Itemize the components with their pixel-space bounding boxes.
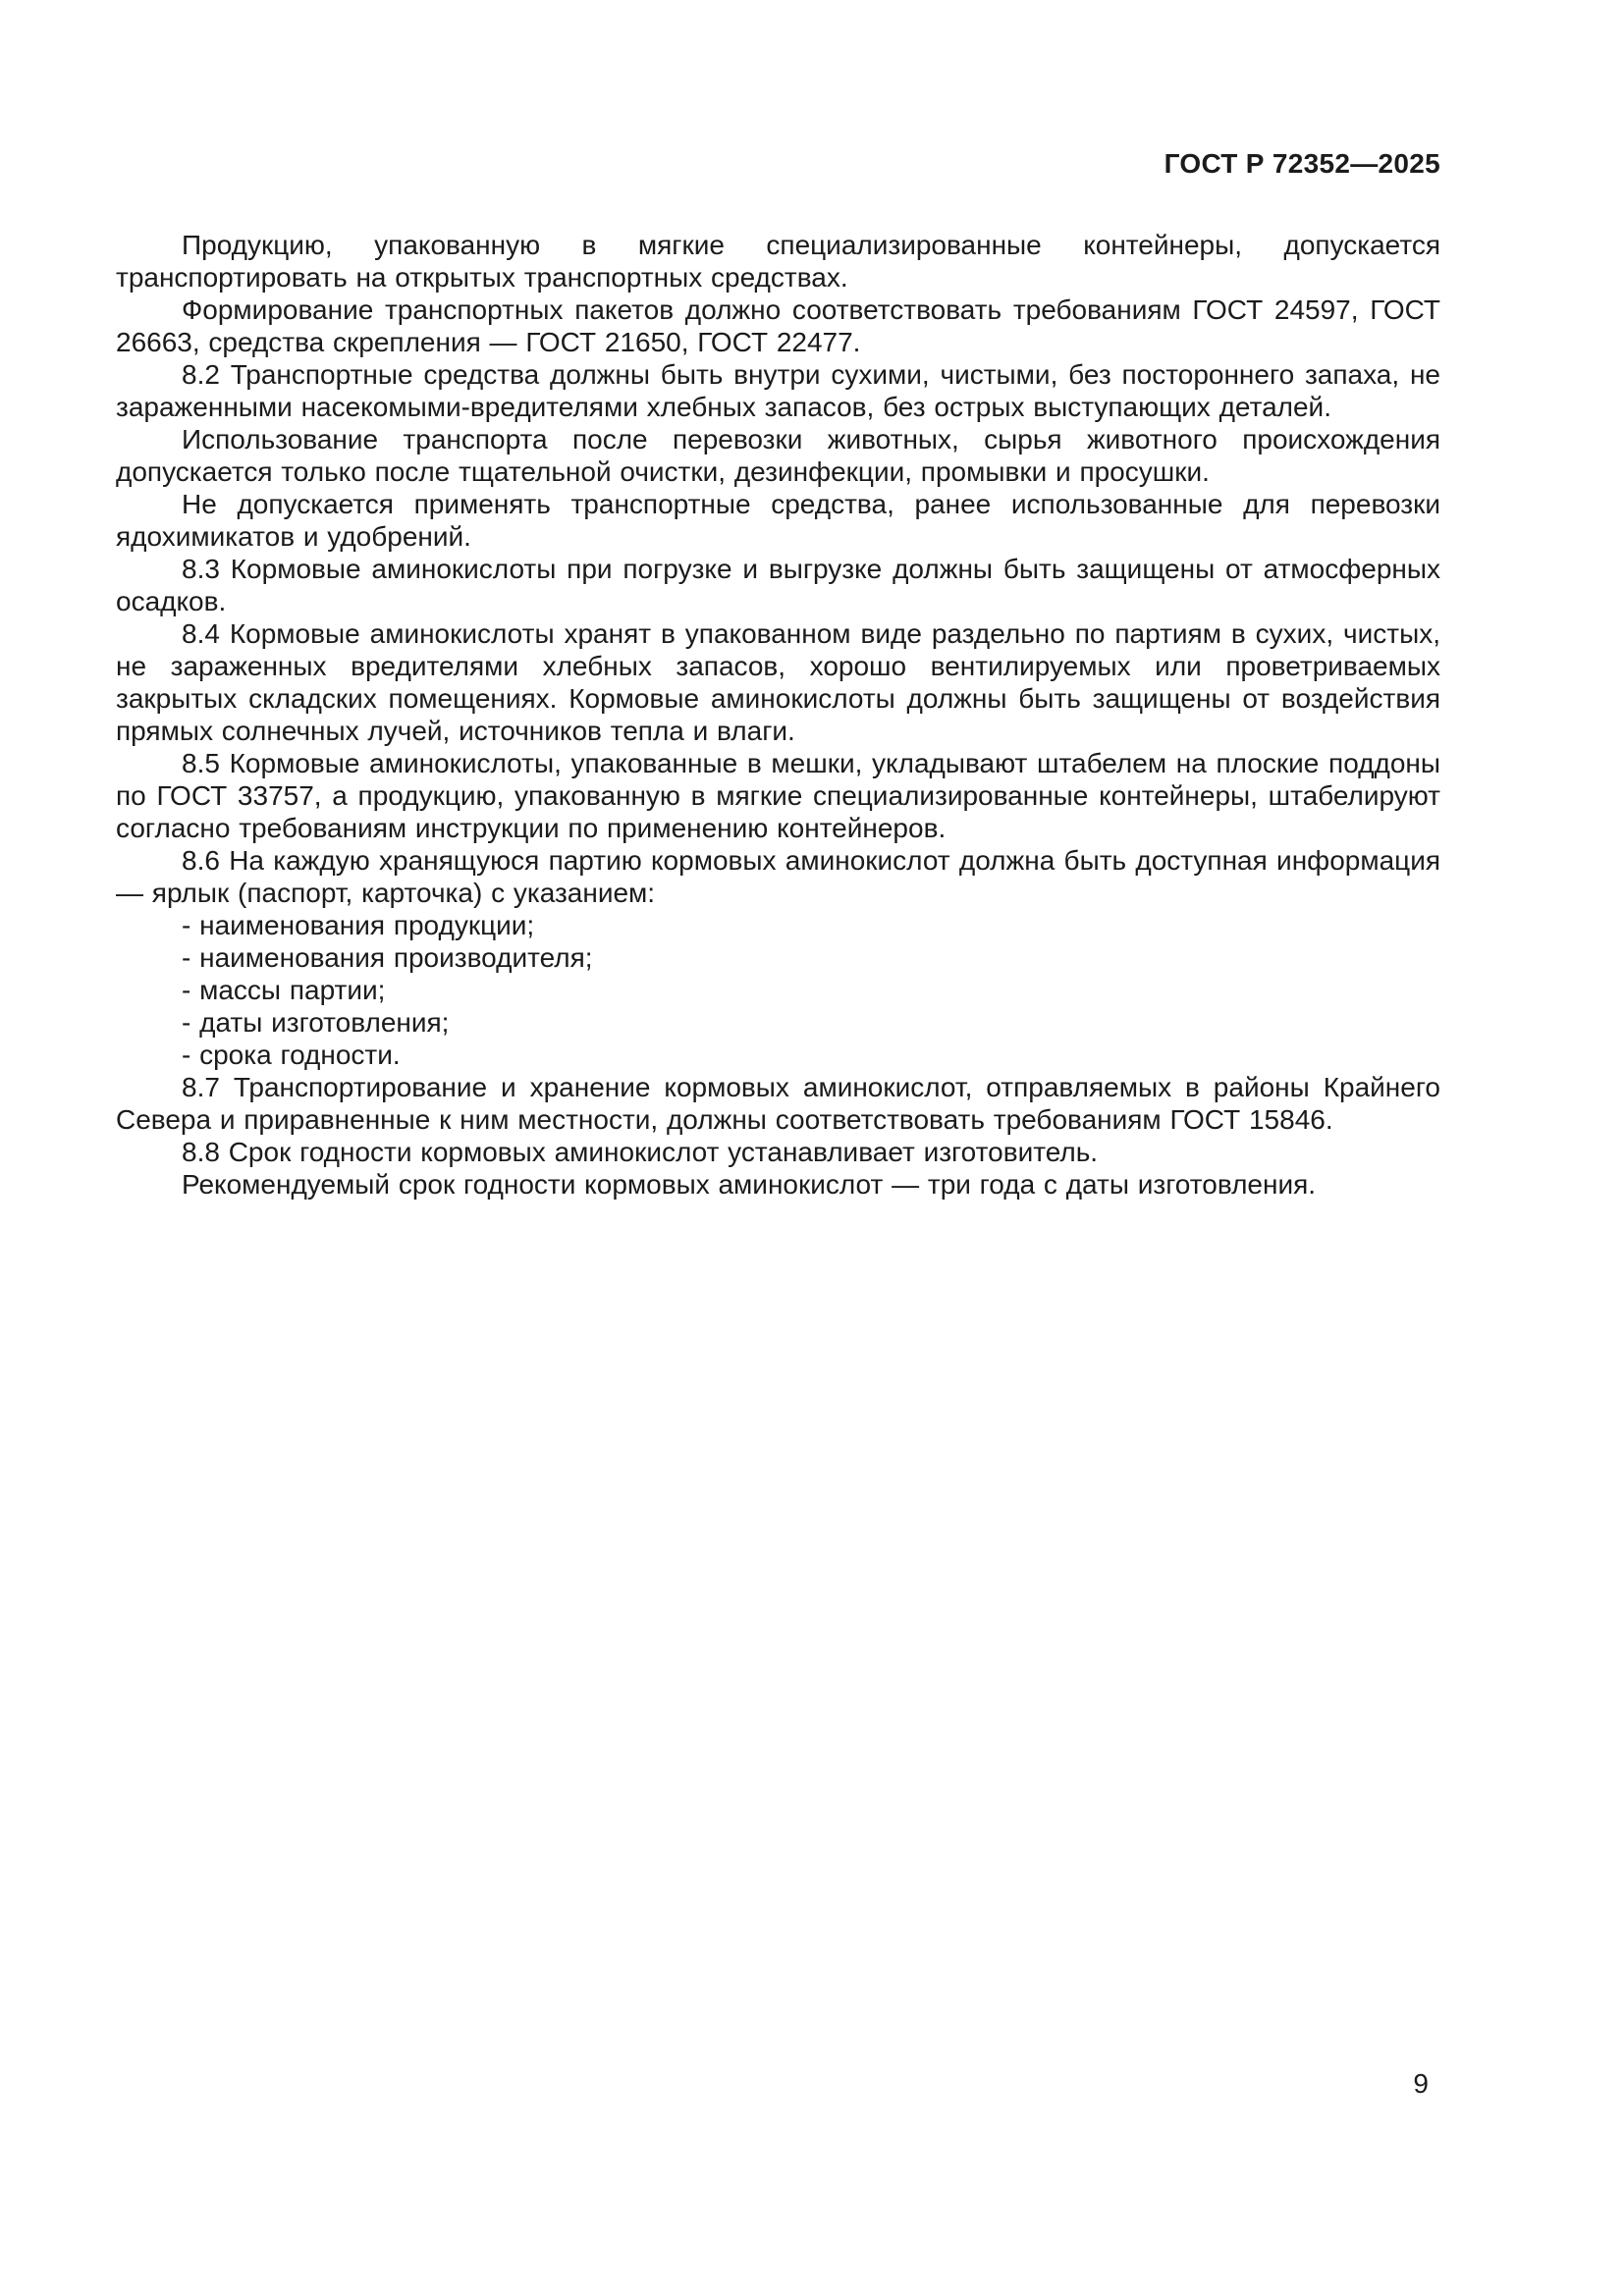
paragraph: - наименования продукции; [182,910,535,940]
paragraph: 8.2 Транспортные средства должны быть внутри сухими, чистыми, без постороннего запаха, не зараженными насекомыми-вредителями хлебных запасов, без острых выступающих деталей. [116,359,1440,422]
paragraph: 8.6 На каждую хранящуюся партию кормовых аминокислот должна быть доступная информация — ярлык (паспорт, карточка) с указанием: [116,845,1440,908]
paragraph: - наименования производителя; [182,942,593,973]
page-number: 9 [1413,2068,1429,2099]
paragraph: Формирование транспортных пакетов должно соответствовать требованиям ГОСТ 24597, ГОСТ 26663, средства скрепления — ГОСТ 21650, ГОСТ 22477. [116,294,1440,357]
paragraph: Рекомендуемый срок годности кормовых аминокислот — три года с даты изготовления. [182,1169,1317,1200]
paragraph: 8.3 Кормовые аминокислоты при погрузке и выгрузке должны быть защищены от атмосферных осадков. [116,554,1440,616]
paragraph: 8.8 Срок годности кормовых аминокислот устанавливает изготовитель. [182,1137,1099,1167]
paragraph: Продукцию, упакованную в мягкие специализированные контейнеры, допускается транспортировать на открытых транспортных средствах. [116,230,1440,293]
paragraph: 8.7 Транспортирование и хранение кормовых аминокислот, отправляемых в районы Крайнего Севера и приравненные к ним местности, должны соответствовать требованиям ГОСТ 15846. [116,1072,1440,1135]
paragraph: - срока годности. [182,1040,401,1070]
paragraph: Не допускается применять транспортные средства, ранее использованные для перевозки ядохимикатов и удобрений. [116,489,1440,552]
paragraph: - даты изготовления; [182,1007,450,1038]
paragraph: - массы партии; [182,975,386,1005]
document-body [116,229,1440,1201]
document-number: ГОСТ Р 72352—2025 [1164,148,1440,179]
paragraph: 8.5 Кормовые аминокислоты, упакованные в мешки, укладывают штабелем на плоские поддоны по ГОСТ 33757, а продукцию, упакованную в мягкие специализированные контейнеры, штабелируют согласно требованиям инструкции по применению контейнеров. [116,748,1440,843]
paragraph: 8.4 Кормовые аминокислоты хранят в упакованном виде раздельно по партиям в сухих, чистых, не зараженных вредителями хлебных запасов, хорошо вентилируемых или проветриваемых закрытых складских помещениях. Кормовые аминокислоты должны быть защищены от воздействия прямых солнечных лучей, источников тепла и влаги. [116,618,1440,746]
paragraph: Использование транспорта после перевозки животных, сырья животного происхождения допускается только после тщательной очистки, дезинфекции, промывки и просушки. [116,424,1440,487]
